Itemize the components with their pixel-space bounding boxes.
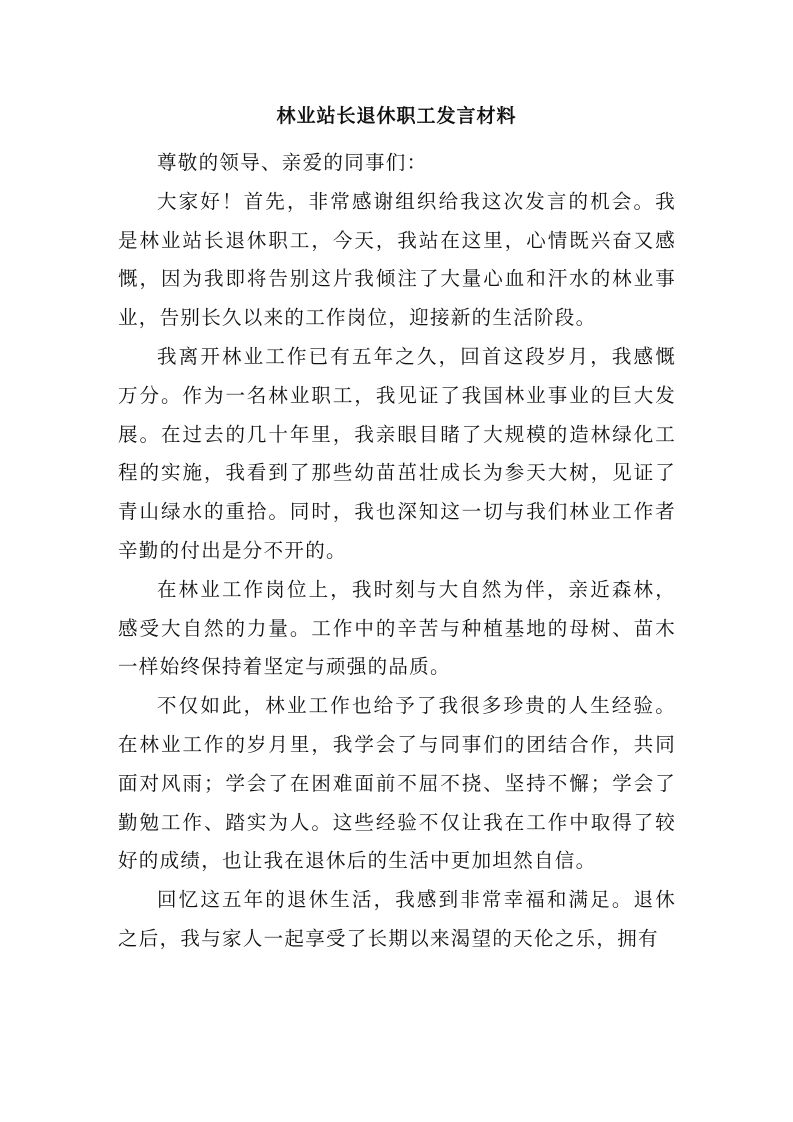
body-paragraph: 回忆这五年的退休生活，我感到非常幸福和满足。退休之后，我与家人一起享受了长期以来渴望的天伦之乐，拥有 xyxy=(118,888,676,950)
document-title: 林业站长退休职工发言材料 xyxy=(276,105,517,127)
body-paragraph: 在林业工作岗位上，我时刻与大自然为伴，亲近森林，感受大自然的力量。工作中的辛苦与种植基地的母树、苗木一样始终保持着坚定与顽强的品质。 xyxy=(118,577,676,679)
body-paragraph: 大家好！首先，非常感谢组织给我这次发言的机会。我是林业站长退休职工，今天，我站在这里，心情既兴奋又感慨，因为我即将告别这片我倾注了大量心血和汗水的林业事业，告别长久以来的工作岗位，迎接新的生活阶段。 xyxy=(118,189,676,330)
body-paragraph: 不仅如此，林业工作也给予了我很多珍贵的人生经验。在林业工作的岁月里，我学会了与同事们的团结合作，共同面对风雨；学会了在困难面前不屈不挠、坚持不懈；学会了勤勉工作、踏实为人。这些经验不仅让我在工作中取得了较好的成绩，也让我在退休后的生活中更加坦然自信。 xyxy=(118,694,676,873)
document-body xyxy=(118,144,676,959)
salutation-paragraph: 尊敬的领导、亲爱的同事们： xyxy=(157,151,428,174)
body-paragraph: 我离开林业工作已有五年之久，回首这段岁月，我感慨万分。作为一名林业职工，我见证了我国林业事业的巨大发展。在过去的几十年里，我亲眼目睹了大规模的造林绿化工程的实施，我看到了那些幼苗茁壮成长为参天大树，见证了青山绿水的重拾。同时，我也深知这一切与我们林业工作者辛勤的付出是分不开的。 xyxy=(118,344,676,562)
